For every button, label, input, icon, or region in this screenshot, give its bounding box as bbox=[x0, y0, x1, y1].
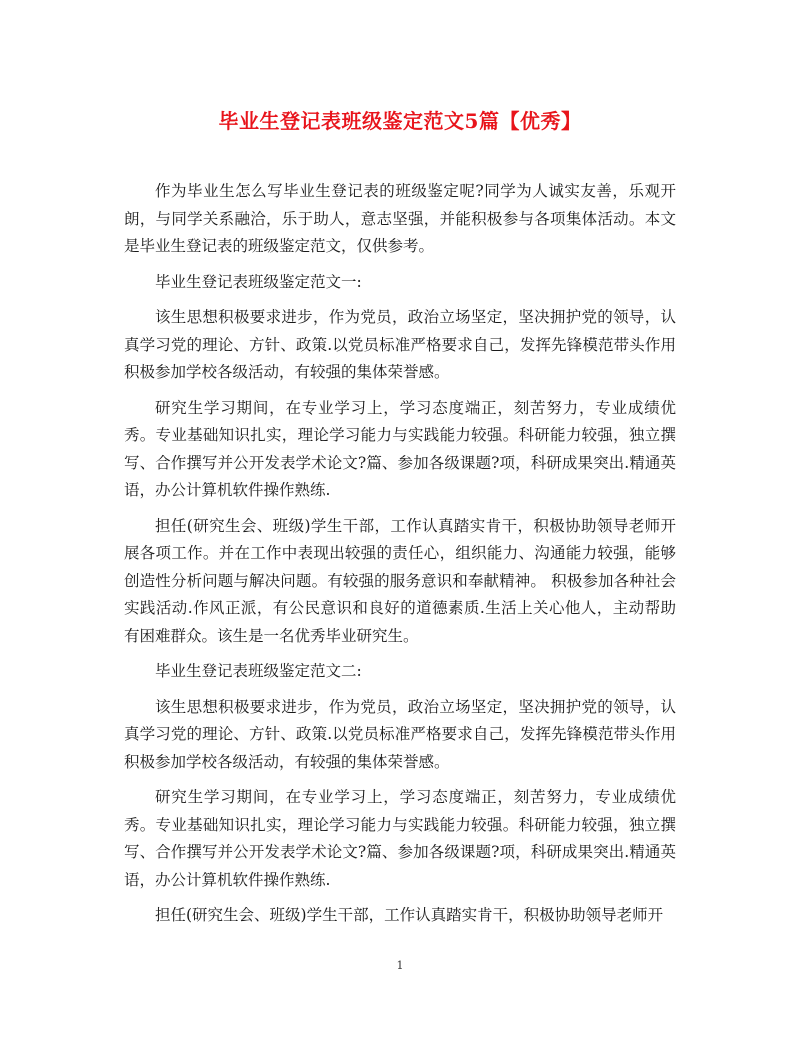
body-paragraph: 该生思想积极要求进步，作为党员，政治立场坚定，坚决拥护党的领导，认真学习党的理论、方针、政策.以党员标准严格要求自己，发挥先锋模范带头作用积极参加学校各级活动，有较强的集体荣誉感。 bbox=[124, 308, 676, 381]
body-paragraph: 担任(研究生会、班级)学生干部，工作认真踏实肯干，积极协助领导老师开 bbox=[155, 906, 664, 924]
body-paragraph: 担任(研究生会、班级)学生干部，工作认真踏实肯干，积极协助领导老师开展各项工作。并在工作中表现出较强的责任心，组织能力、沟通能力较强，能够创造性分析问题与解决问题。有较强的服务意识和奉献精神。 积极参加各种社会实践活动.作风正派，有公民意识和良好的道德素质.生活上关心他人，主动帮助有困难群众。该生是一名优秀毕业研究生。 bbox=[124, 516, 676, 645]
body-paragraph: 该生思想积极要求进步，作为党员，政治立场坚定，坚决拥护党的领导，认真学习党的理论、方针、政策.以党员标准严格要求自己，发挥先锋模范带头作用积极参加学校各级活动，有较强的集体荣誉感。 bbox=[124, 697, 676, 771]
document-body bbox=[124, 178, 676, 938]
section-heading-1: 毕业生登记表班级鉴定范文一: bbox=[155, 272, 362, 291]
body-paragraph: 研究生学习期间，在专业学习上，学习态度端正，刻苦努力，专业成绩优秀。专业基础知识扎实，理论学习能力与实践能力较强。科研能力较强，独立撰写、合作撰写并公开发表学术论文?篇、参加各级课题?项，科研成果突出.精通英语，办公计算机软件操作熟练. bbox=[124, 398, 676, 499]
section-heading-2: 毕业生登记表班级鉴定范文二: bbox=[155, 662, 362, 680]
page-number: 1 bbox=[396, 959, 404, 972]
body-paragraph: 研究生学习期间，在专业学习上，学习态度端正，刻苦努力，专业成绩优秀。专业基础知识扎实，理论学习能力与实践能力较强。科研能力较强，独立撰写、合作撰写并公开发表学术论文?篇、参加各级课题?项，科研成果突出.精通英语，办公计算机软件操作熟练. bbox=[124, 788, 676, 889]
document-title: 毕业生登记表班级鉴定范文5篇【优秀】 bbox=[218, 109, 582, 133]
intro-paragraph: 作为毕业生怎么写毕业生登记表的班级鉴定呢?同学为人诚实友善，乐观开朗，与同学关系融洽，乐于助人，意志坚强，并能积极参与各项集体活动。本文是毕业生登记表的班级鉴定范文，仅供参考。 bbox=[124, 182, 676, 255]
